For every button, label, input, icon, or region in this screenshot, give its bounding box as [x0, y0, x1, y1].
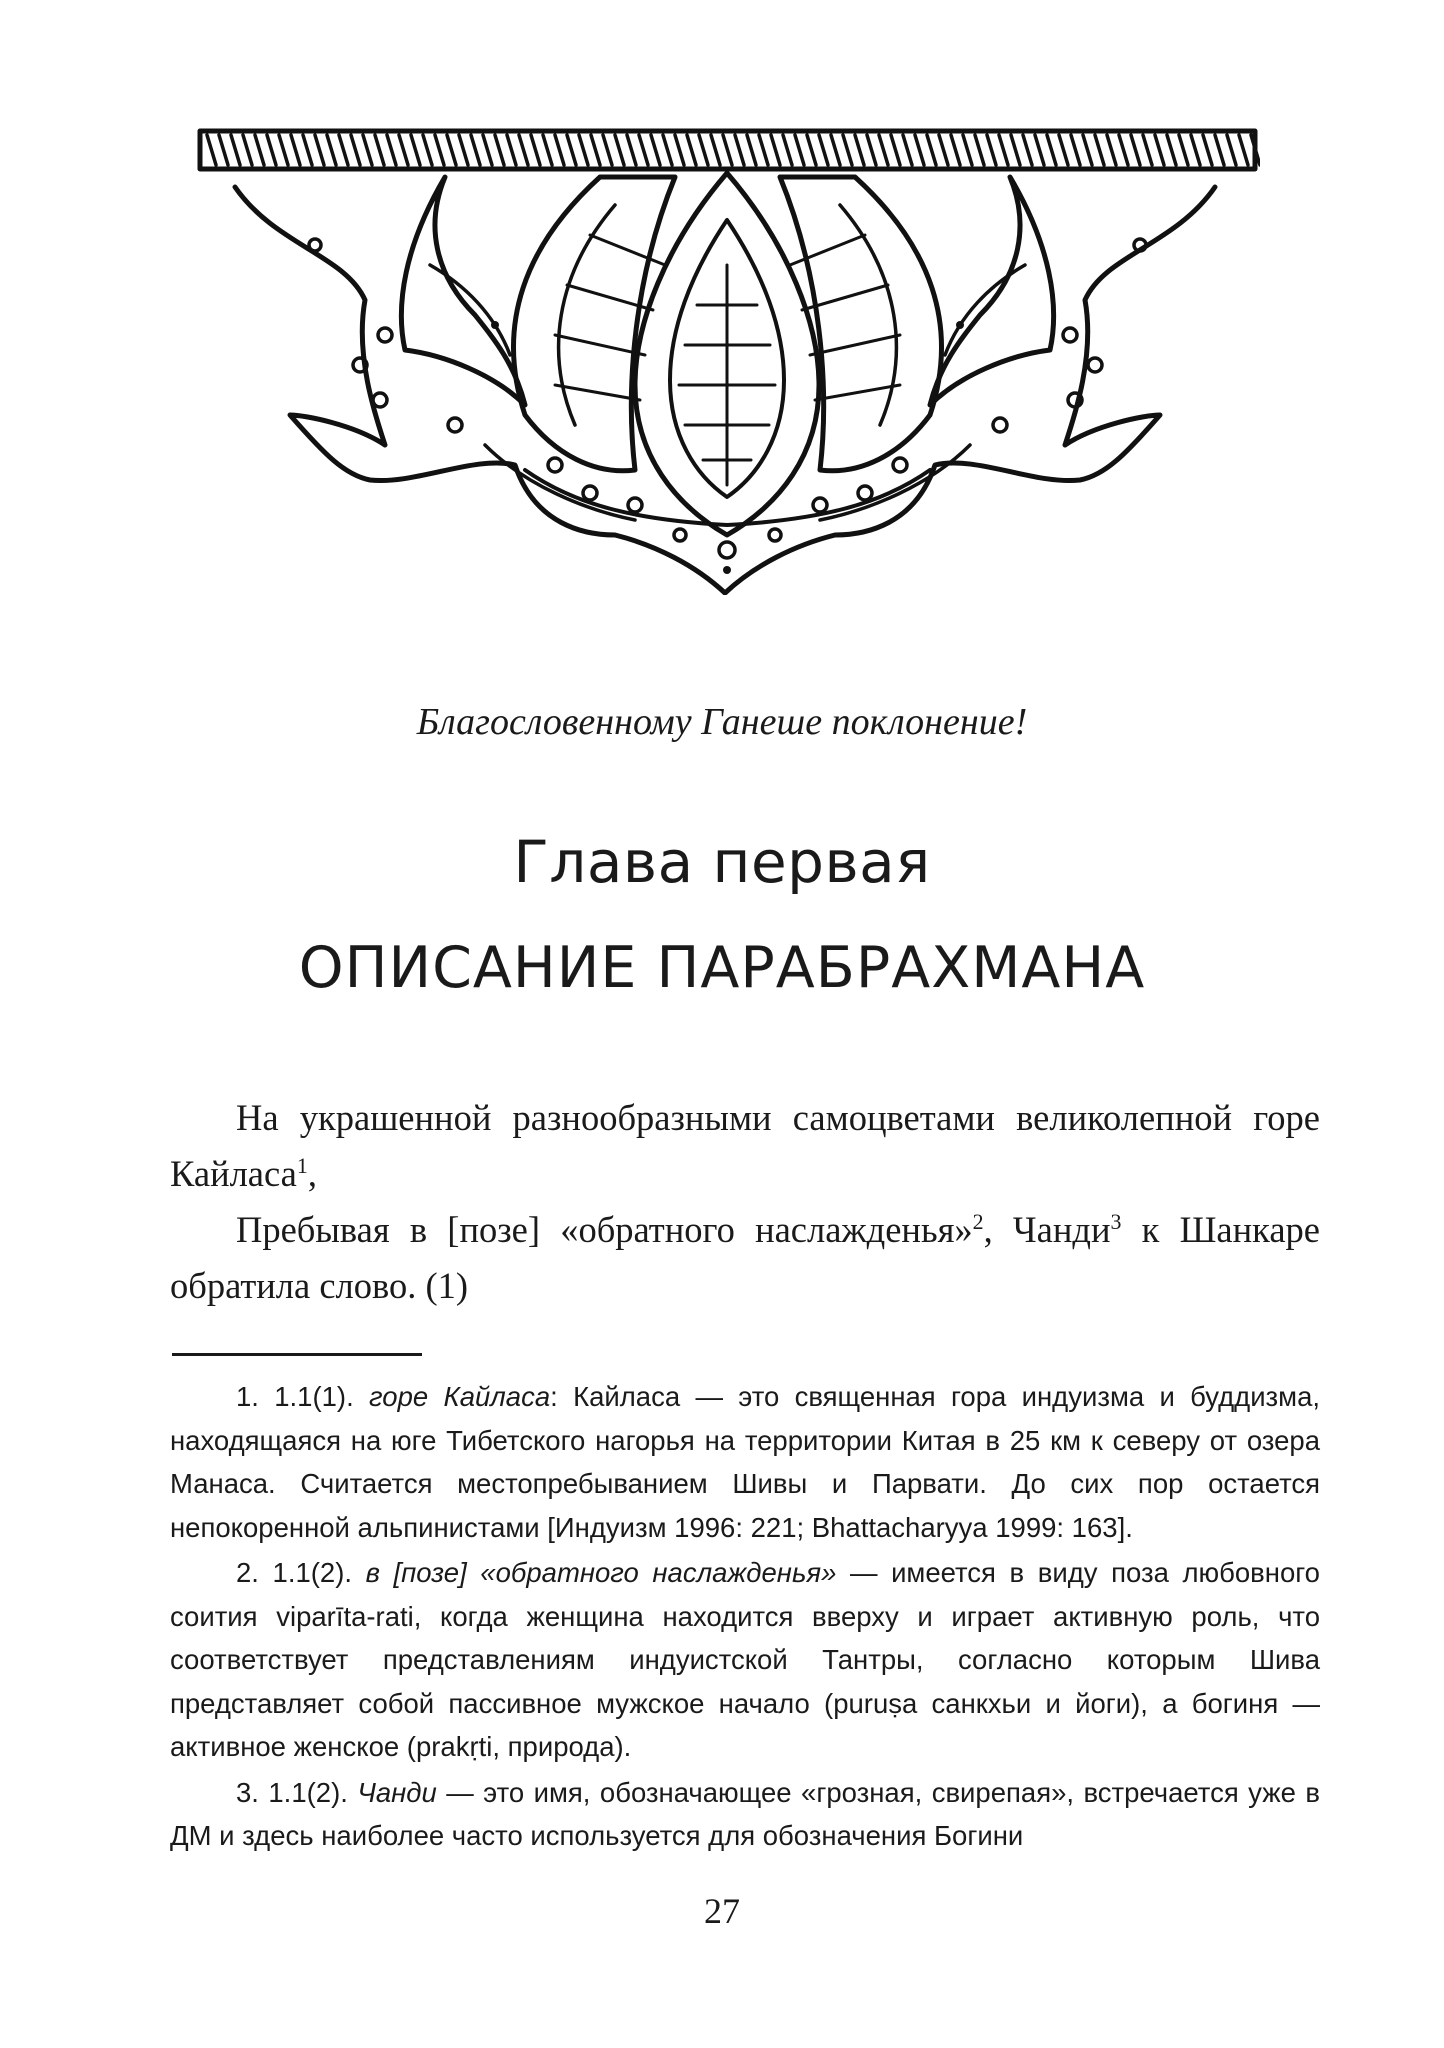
verse-line-1-text: На украшенной разнообразными самоцветами великолепной горе Кайласа	[170, 1097, 1320, 1194]
footnote-term: в [позе] «обратного наслажденья»	[365, 1557, 837, 1588]
footnote-text: — имеется в виду поза любовного соития viparīta-rati, когда женщина находится вверху и играет активную роль, что соответствует представлениям индуистской Тантры, согласно которым Шива представляет собой пассивное мужское начало (puruṣa санкхьи и йоги), а богиня — активное женское (prakṛti, природа).	[170, 1557, 1320, 1762]
footnote-divider	[172, 1353, 422, 1356]
footnote-term: Чанди	[357, 1776, 437, 1808]
verse-line-1	[170, 1090, 1320, 1202]
footnotes	[170, 1375, 1320, 1860]
footnote-text: : Кайласа — это священная гора индуизма и буддизма, находящаяся на юге Тибетского нагорья на территории Китая в 25 км к северу от озера Манаса. Считается местопребыванием Шивы и Парвати. До сих пор остается непокоренной альпинистами [Индуизм 1996: 221; Bhattacharyya 1999: 163].	[170, 1381, 1321, 1543]
dedication: Благословенному Ганеше поклонение!	[416, 701, 1028, 743]
footnote-text: — это имя, обозначающее «грозная, свирепая», встречается уже в ДМ и здесь наиболее часто используется для обозначения Богини	[170, 1776, 1320, 1851]
footnote-term: горе Кайласа	[369, 1381, 551, 1412]
footnote-ref: 3. 1.1(2).	[236, 1776, 358, 1808]
verse-line-1-end: ,	[307, 1153, 317, 1194]
footnote-ref: 1. 1.1(1).	[236, 1381, 370, 1412]
chapter-label: Глава первая	[513, 828, 931, 896]
page-number: 27	[704, 1891, 740, 1931]
footnote-ref: 2. 1.1(2).	[236, 1557, 366, 1588]
verse-line-2-a: Пребывая в [позе] «обратного наслажденья»	[236, 1209, 973, 1250]
mandala-ornament-icon	[195, 125, 1260, 595]
footnote-mark-3: 3	[1110, 1208, 1122, 1234]
verse-line-2-b: , Чанди	[983, 1209, 1111, 1250]
footnote-3	[170, 1771, 1320, 1858]
footnote-1	[170, 1375, 1320, 1549]
verse-line-2-c: к Шанкаре обратила слово. (1)	[170, 1209, 1321, 1306]
footnote-mark-2: 2	[972, 1208, 984, 1234]
chapter-title: ОПИСАНИЕ ПАРАБРАХМАНА	[298, 935, 1146, 1001]
footnote-mark-1: 1	[296, 1152, 308, 1178]
verse-line-2	[170, 1202, 1320, 1314]
verse-text	[170, 1090, 1320, 1314]
footnote-2	[170, 1551, 1320, 1769]
